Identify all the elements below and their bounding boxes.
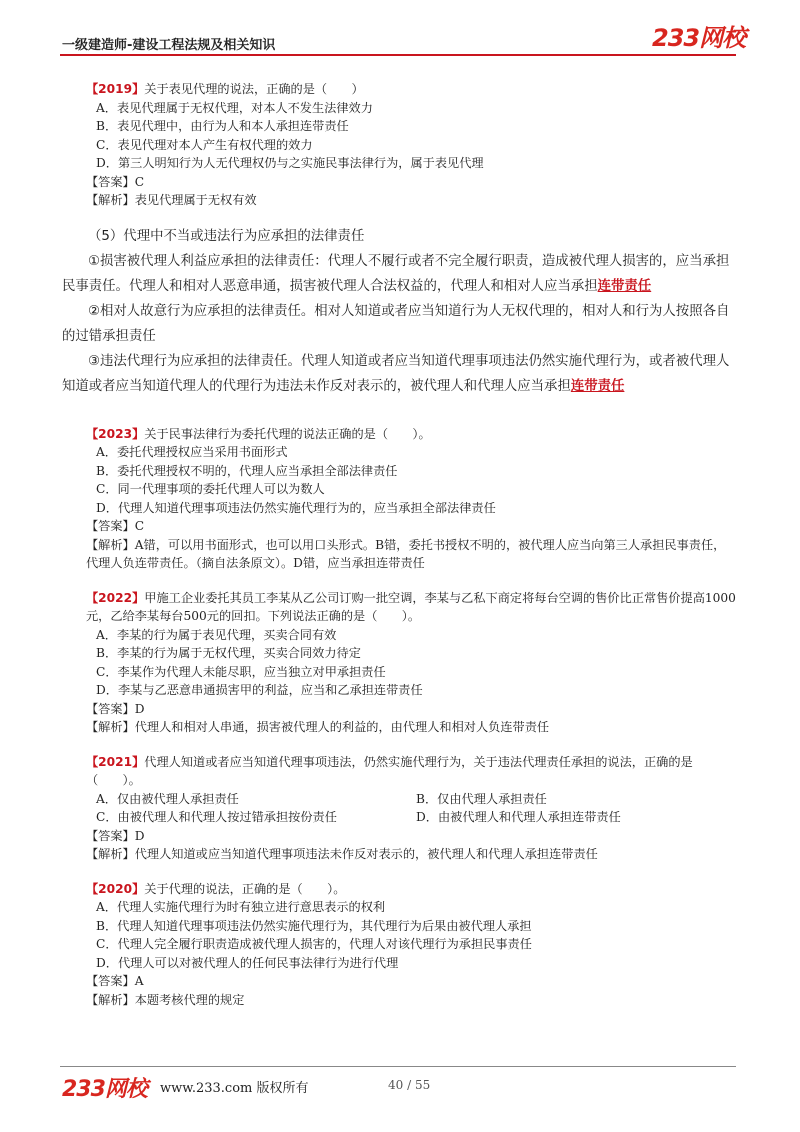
option-b: B．代理人知道代理事项违法仍然实施代理行为，其代理行为后果由被代理人承担 — [96, 918, 532, 933]
question-stem: 关于表见代理的说法，正确的是（ ） — [144, 82, 364, 96]
header-divider — [60, 54, 736, 56]
footer-divider — [60, 1066, 736, 1067]
section-heading: （5）代理中不当或违法行为应承担的法律责任 — [88, 228, 365, 244]
question-stem: 关于民事法律行为委托代理的说法正确的是（ ）。 — [144, 426, 431, 441]
section-paragraph-2: ②相对人故意行为应承担的法律责任。相对人知道或者应当知道行为人无权代理的，相对人和行为人按照各自的过错承担责任 — [62, 303, 730, 344]
question-year: 【2020】 — [86, 881, 145, 896]
option-c: C．李某作为代理人未能尽职，应当独立对甲承担责任 — [96, 664, 386, 679]
option-b: B．委托代理授权不明的，代理人应当承担全部法律责任 — [96, 463, 398, 478]
question-2022 — [86, 589, 736, 737]
question-stem: 关于代理的说法，正确的是（ ）。 — [144, 881, 346, 896]
answer: 【答案】D — [86, 701, 145, 716]
page-number: 40 / 55 — [388, 1078, 431, 1092]
question-year: 【2019】 — [86, 82, 145, 96]
footer-copyright: www.233.com 版权所有 — [160, 1081, 309, 1096]
highlight-joint-liability: 连带责任 — [570, 378, 625, 394]
question-year: 【2022】 — [86, 590, 145, 605]
answer: 【答案】C — [86, 519, 145, 533]
analysis: 【解析】表见代理属于无权有效 — [86, 193, 257, 207]
option-d: D．由被代理人和代理人承担连带责任 — [416, 810, 621, 824]
option-d: D．第三人明知行为人无代理权仍与之实施民事法律行为，属于表见代理 — [96, 156, 484, 170]
option-c: C．表见代理对本人产生有权代理的效力 — [96, 137, 313, 152]
option-a: A．李某的行为属于表见代理，买卖合同有效 — [96, 627, 337, 642]
option-d: D．李某与乙恶意串通损害甲的利益，应当和乙承担连带责任 — [96, 683, 423, 697]
question-2019 — [86, 80, 736, 210]
option-b: B．表见代理中，由行为人和本人承担连带责任 — [96, 119, 349, 133]
answer: 【答案】A — [86, 974, 144, 988]
header-title: 一级建造师-建设工程法规及相关知识 — [62, 38, 276, 53]
option-d: D．代理人可以对被代理人的任何民事法律行为进行代理 — [96, 955, 399, 970]
question-year: 【2021】 — [86, 754, 145, 769]
option-a: A．仅由被代理人承担责任 — [96, 791, 239, 806]
analysis: 【解析】本题考核代理的规定 — [86, 992, 245, 1007]
option-c: C．代理人完全履行职责造成被代理人损害的，代理人对该代理行为承担民事责任 — [96, 937, 532, 951]
brand-logo: 233网校 — [652, 24, 746, 52]
option-a: A．代理人实施代理行为时有独立进行意思表示的权利 — [96, 900, 386, 914]
highlight-joint-liability: 连带责任 — [597, 278, 652, 294]
question-stem: 甲施工企业委托其员工李某从乙公司订购一批空调，李某与乙私下商定将每台空调的售价比正常售价提高1000元，乙给李某每台500元的回扣。下列说法正确的是（ ）。 — [86, 590, 736, 623]
analysis: 【解析】代理人和相对人串通，损害被代理人的利益的，由代理人和相对人负连带责任 — [86, 720, 550, 734]
liability-section — [62, 224, 736, 399]
question-2020 — [86, 880, 736, 1010]
question-stem: 代理人知道或者应当知道代理事项违法，仍然实施代理行为，关于违法代理责任承担的说法，正确的是（ ）。 — [86, 754, 693, 787]
option-b: B．仅由代理人承担责任 — [416, 791, 547, 806]
section-paragraph-1: ①损害被代理人利益应承担的法律责任：代理人不履行或者不完全履行职责，造成被代理人损害的，应当承担民事责任。代理人和相对人恶意串通，损害被代理人合法权益的，代理人和相对人应当承担连带责任 — [62, 253, 730, 294]
analysis: 【解析】代理人知道或应当知道代理事项违法未作反对表示的，被代理人和代理人承担连带责任 — [86, 847, 598, 861]
question-year: 【2023】 — [86, 426, 145, 441]
options-row-1 — [86, 790, 736, 809]
question-2021 — [86, 753, 736, 864]
options-row-2 — [86, 808, 736, 827]
option-a: A．表见代理属于无权代理，对本人不发生法律效力 — [96, 100, 373, 115]
option-a: A．委托代理授权应当采用书面形式 — [96, 445, 288, 459]
page-content — [62, 80, 736, 1009]
answer: 【答案】C — [86, 174, 145, 189]
footer-logo: 233网校 — [62, 1077, 147, 1102]
question-2023 — [86, 425, 736, 573]
option-b: B．李某的行为属于无权代理，买卖合同效力待定 — [96, 646, 361, 660]
option-d: D．代理人知道代理事项违法仍然实施代理行为的，应当承担全部法律责任 — [96, 500, 496, 515]
option-c: C．由被代理人和代理人按过错承担按份责任 — [96, 810, 337, 824]
option-c: C．同一代理事项的委托代理人可以为数人 — [96, 482, 325, 496]
analysis: 【解析】A错，可以用书面形式，也可以用口头形式。B错，委托书授权不明的，被代理人应当向第三人承担民事责任，代理人负连带责任。（摘自法条原文）。D错，应当承担连带责任 — [86, 537, 726, 570]
answer: 【答案】D — [86, 828, 145, 843]
section-paragraph-3: ③违法代理行为应承担的法律责任。代理人知道或者应当知道代理事项违法仍然实施代理行为，或者被代理人知道或者应当知道代理人的代理行为违法未作反对表示的，被代理人和代理人应当承担连带责任 — [62, 353, 730, 394]
